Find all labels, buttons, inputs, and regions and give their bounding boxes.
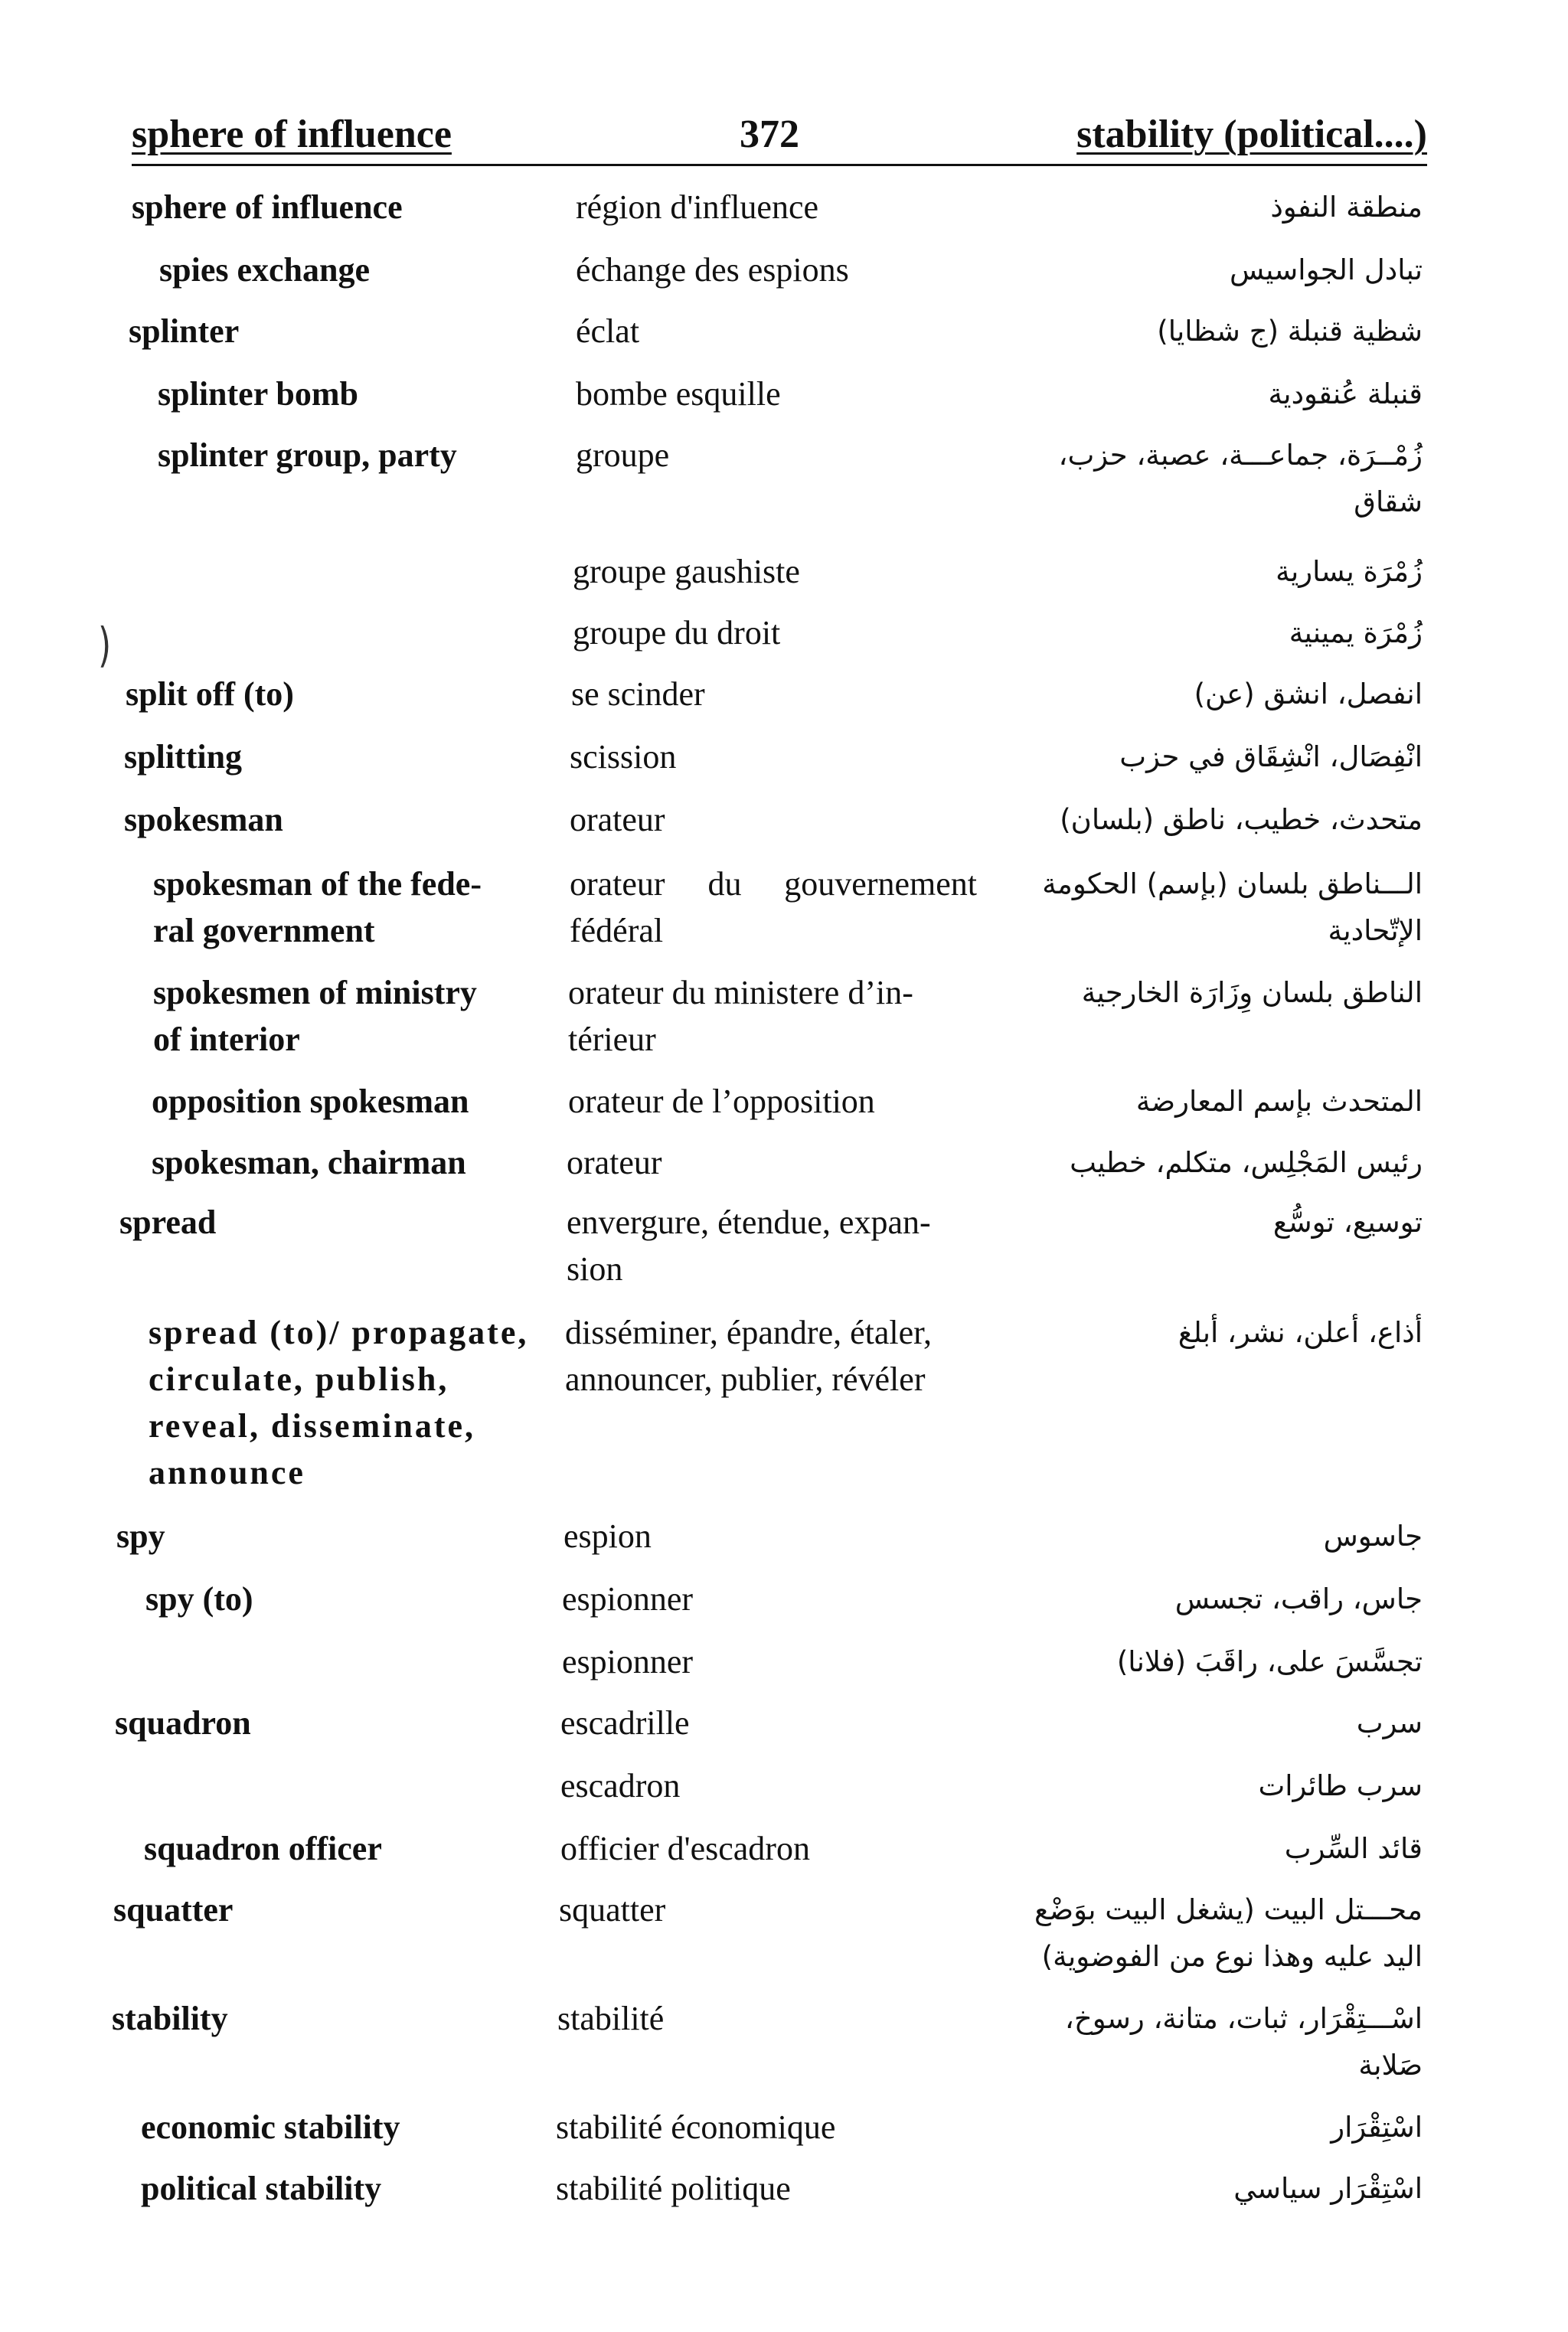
entry-arabic: اسْـــتِقْرَار، ثبات، متانة، رسوخ، صَلابة xyxy=(1064,2002,1423,2082)
entry-english: spread (to)/ propagate, circulate, publish, reveal, disseminate, announce xyxy=(149,1314,529,1491)
entry-english: spies exchange xyxy=(159,251,370,289)
entry-arabic: انفصل، انشق (عن) xyxy=(1194,678,1423,710)
entry-english: stability xyxy=(112,2000,228,2037)
entry-arabic: انْفِصَال، انْشِقَاق في حزب xyxy=(1119,740,1423,773)
entry-arabic: اسْتِقْرَار xyxy=(1331,2111,1423,2144)
entry-arabic: الناطق بلسان وِزَارَة الخارجية xyxy=(1081,976,1423,1009)
entry-french: scission xyxy=(570,738,677,776)
entry-french: région d'influence xyxy=(576,188,819,226)
entry-french: espionner xyxy=(562,1580,694,1618)
entry-english: splinter bomb xyxy=(158,375,359,413)
header-right-guideword: stability (political....) xyxy=(1076,113,1427,156)
entry-english: sphere of influence xyxy=(132,188,403,226)
entry-french: orateur xyxy=(567,1144,662,1181)
entry-arabic: قائد السِّرب xyxy=(1284,1832,1423,1865)
entry-arabic: رئيس المَجْلِس، متكلم، خطيب xyxy=(1070,1146,1423,1179)
entry-english: spokesman, chairman xyxy=(152,1144,466,1181)
entry-arabic: زُمْرَة يمينية xyxy=(1289,616,1423,649)
entry-french: espion xyxy=(564,1517,652,1555)
entry-french: stabilité politique xyxy=(556,2170,791,2207)
entry-french: groupe gaushiste xyxy=(573,553,800,590)
entry-arabic: جاسوس xyxy=(1323,1520,1423,1553)
entry-english: splinter xyxy=(129,312,240,350)
entry-french: échange des espions xyxy=(576,251,849,289)
entry-arabic: تجسَّسَ على، راقَبَ (فلانا) xyxy=(1116,1645,1423,1678)
entry-french: se scinder xyxy=(571,675,705,713)
entry-french: stabilité xyxy=(557,2000,665,2037)
margin-mark: ) xyxy=(98,618,112,674)
entry-arabic: تبادل الجواسيس xyxy=(1229,253,1423,286)
entry-french: espionner xyxy=(562,1643,694,1680)
entry-french: escadrille xyxy=(560,1704,690,1742)
entry-french: bombe esquille xyxy=(576,375,781,413)
entry-english: spy (to) xyxy=(145,1580,253,1618)
entry-english: spokesmen of ministry of interior xyxy=(153,974,477,1058)
entry-arabic: المتحدث بإسم المعارضة xyxy=(1135,1085,1423,1118)
entry-arabic: أذاع، أعلن، نشر، أبلغ xyxy=(1178,1316,1423,1349)
entry-arabic: زُمْــرَة، جماعـــة، عصبة، حزب، شقاق xyxy=(1058,439,1423,518)
entry-french: éclat xyxy=(576,312,640,350)
entry-english: spread xyxy=(119,1204,217,1241)
entry-english: opposition spokesman xyxy=(152,1083,469,1120)
entry-arabic: اسْتِقْرَار سياسي xyxy=(1233,2172,1423,2205)
entry-english: squatter xyxy=(113,1891,234,1929)
entry-arabic: شظية قنبلة (ج شظايا) xyxy=(1157,315,1423,348)
entry-english: squadron xyxy=(115,1704,251,1742)
page-number: 372 xyxy=(740,113,799,156)
header-rule xyxy=(132,164,1427,166)
entry-french: escadron xyxy=(560,1767,681,1805)
entry-french: squatter xyxy=(559,1891,666,1929)
entry-french: officier d'escadron xyxy=(560,1830,810,1867)
entry-arabic: محـــتل البيت (يشغل البيت بوَضْع اليد عليه وهذا نوع من الفوضوية) xyxy=(1034,1893,1423,1973)
entry-english: political stability xyxy=(141,2170,382,2207)
entry-arabic: جاس، راقب، تجسس xyxy=(1174,1582,1423,1615)
entry-arabic: متحدث، خطيب، ناطق (بلسان) xyxy=(1060,803,1423,836)
entry-english: splitting xyxy=(124,738,243,776)
entry-french: stabilité économique xyxy=(556,2108,836,2146)
entry-english: economic stability xyxy=(141,2108,400,2146)
entry-arabic: منطقة النفوذ xyxy=(1270,191,1423,224)
header-left-guideword: sphere of influence xyxy=(132,113,452,156)
entry-french: orateur du gouvernement fédéral xyxy=(570,865,977,949)
entry-french: orateur du ministere d’in- térieur xyxy=(568,974,913,1058)
entry-french: groupe du droit xyxy=(573,614,781,652)
entry-arabic: زُمْرَة يسارية xyxy=(1276,555,1423,588)
entry-french: groupe xyxy=(576,436,670,474)
entry-english: squadron officer xyxy=(144,1830,382,1867)
entry-french: orateur xyxy=(570,801,665,838)
entry-arabic: توسيع، توسُّع xyxy=(1272,1206,1423,1239)
entry-french: disséminer, épandre, étaler, announcer, publier, révéler xyxy=(565,1314,933,1398)
entry-english: split off (to) xyxy=(126,675,294,713)
entry-arabic: سرب طائرات xyxy=(1258,1769,1423,1802)
entry-arabic: قنبلة عُنقودية xyxy=(1268,377,1423,410)
entry-french: orateur de l’opposition xyxy=(568,1083,875,1120)
entry-english: spy xyxy=(116,1517,165,1555)
entry-arabic: سرب xyxy=(1356,1707,1423,1739)
entry-english: spokesman of the fede- ral government xyxy=(153,865,482,949)
entry-english: spokesman xyxy=(124,801,283,838)
entry-french: envergure, étendue, expan- sion xyxy=(567,1204,931,1288)
entry-english: splinter group, party xyxy=(158,436,457,474)
entry-arabic: الـــناطق بلسان (بإسم) الحكومة الإتّحادية xyxy=(1042,867,1423,947)
